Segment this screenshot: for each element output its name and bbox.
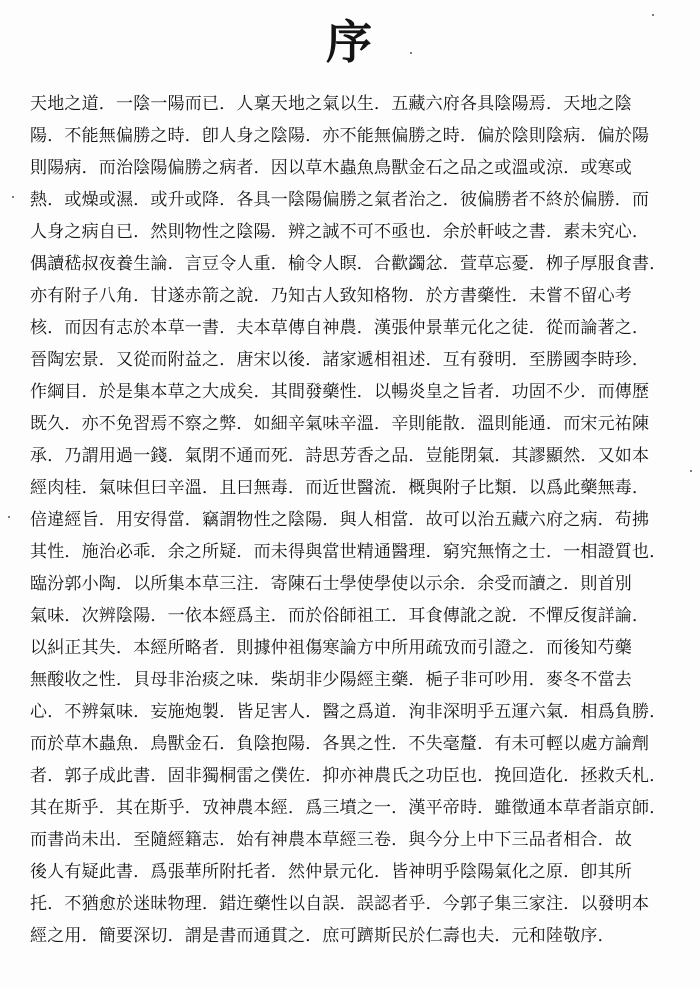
text-line: 心．不辨氣味．妄施炮製．皆足害人．醫之爲道．洵非深明乎五運六氣．相爲負勝． xyxy=(30,702,667,722)
text-line: 則陽病．而治陰陽偏勝之病者．因以草木蟲魚鳥獸金石之品之或溫或涼．或寒或 xyxy=(30,158,632,178)
text-line: 核．而因有志於本草一書．夫本草傳自神農．漢張仲景華元化之徒．從而論著之． xyxy=(30,318,650,338)
text-line: 而書尚未出．至隨經籍志．始有神農本草經三卷．與今分上中下三品者相合．故 xyxy=(30,830,632,850)
text-line: 其在斯乎．其在斯乎．攷神農本經．爲三墳之一．漢平帝時．雖徵通本草者詣京師． xyxy=(30,798,667,818)
scan-speck xyxy=(652,14,654,16)
scan-speck xyxy=(410,52,412,54)
text-line: 倍違經旨．用安得當．竊謂物性之陰陽．與人相當．故可以治五藏六府之病．苟拂 xyxy=(30,510,650,530)
text-line: 作綱目．於是集本草之大成矣．其間發藥性．以暢炎皇之旨者．功固不少．而傳歷 xyxy=(30,382,650,402)
scan-speck xyxy=(8,516,10,518)
text-line: 人身之病自已．然則物性之陰陽．辨之誠不可不亟也．余於軒岐之書．素未究心． xyxy=(30,222,650,242)
preface-body xyxy=(30,88,698,952)
text-line: 而於草木蟲魚．鳥獸金石．負陰抱陽．各異之性．不失毫釐．有未可輕以處方論劑 xyxy=(30,734,650,754)
scan-speck xyxy=(12,196,14,198)
text-line: 托．不猶愈於迷昧物理．錯迕藥性以自誤．誤認者乎．今郭子集三家注．以發明本 xyxy=(30,894,650,914)
text-line: 亦有附子八角．甘遂赤箭之說．乃知古人致知格物．於方書藥性．未嘗不留心考 xyxy=(30,286,632,306)
text-line: 無酸收之性．貝母非治痰之味．柴胡非少陽經主藥．梔子非可吵用．麥冬不當去 xyxy=(30,670,632,690)
text-line: 臨汾郭小陶．以所集本草三注．寄陳石士學使學使以示余．余受而讀之．則首別 xyxy=(30,574,632,594)
text-line: 陽．不能無偏勝之時．卽人身之陰陽．亦不能無偏勝之時．偏於陰則陰病．偏於陽 xyxy=(30,126,650,146)
text-line: 者．郭子成此書．固非獨桐雷之僕佐．抑亦神農氏之功臣也．挽回造化．拯救夭札． xyxy=(30,766,667,786)
text-line: 偶讀嵇叔夜養生論．言豆令人重．榆令人瞑．合歡蠲忿．萱草忘憂．栁子厚服食書． xyxy=(30,254,667,274)
text-line: 承．乃謂用過一錢．氣閉不通而死．詩思芳香之品．豈能閉氣．其謬顯然．又如本 xyxy=(30,446,650,466)
text-line: 既久．亦不免習焉不察之弊．如細辛氣味辛溫．辛則能散．溫則能通．而宋元祐陳 xyxy=(30,414,650,434)
text-line: 晉陶宏景．又從而附益之．唐宋以後．諸家遞相祖述．互有發明．至勝國李時珍． xyxy=(30,350,650,370)
text-line: 熱．或燥或濕．或升或降．各具一陰陽偏勝之氣者治之．彼偏勝者不終於偏勝．而 xyxy=(30,190,650,210)
text-line: 其性．施治必乖．余之所疑．而未得與當世精通醫理．窮究無惰之士．一相證質也． xyxy=(30,542,667,562)
text-line: 後人有疑此書．爲張華所附托者．然仲景元化．皆神明乎陰陽氣化之原．卽其所 xyxy=(30,862,632,882)
text-line: 以糾正其失．本經所略者．則據仲祖傷寒論方中所用疏攷而引證之．而後知芍藥 xyxy=(30,638,632,658)
scan-speck xyxy=(690,470,692,472)
text-line: 天地之道．一陰一陽而已．人稟天地之氣以生．五藏六府各具陰陽焉．天地之陰 xyxy=(30,94,632,114)
text-line: 經之用．簡要深切．謂是書而通貫之．庶可躋斯民於仁壽也夫．元和陸敬序． xyxy=(30,926,615,946)
text-line: 氣味．次辨陰陽．一依本經爲主．而於俗師祖工．耳食傳訛之說．不憚反復詳論． xyxy=(30,606,650,626)
page-title: 序 xyxy=(326,15,374,69)
text-line: 經肉桂．氣味但曰辛溫．且曰無毒．而近世醫流．概與附子比類．以爲此藥無毒． xyxy=(30,478,650,498)
